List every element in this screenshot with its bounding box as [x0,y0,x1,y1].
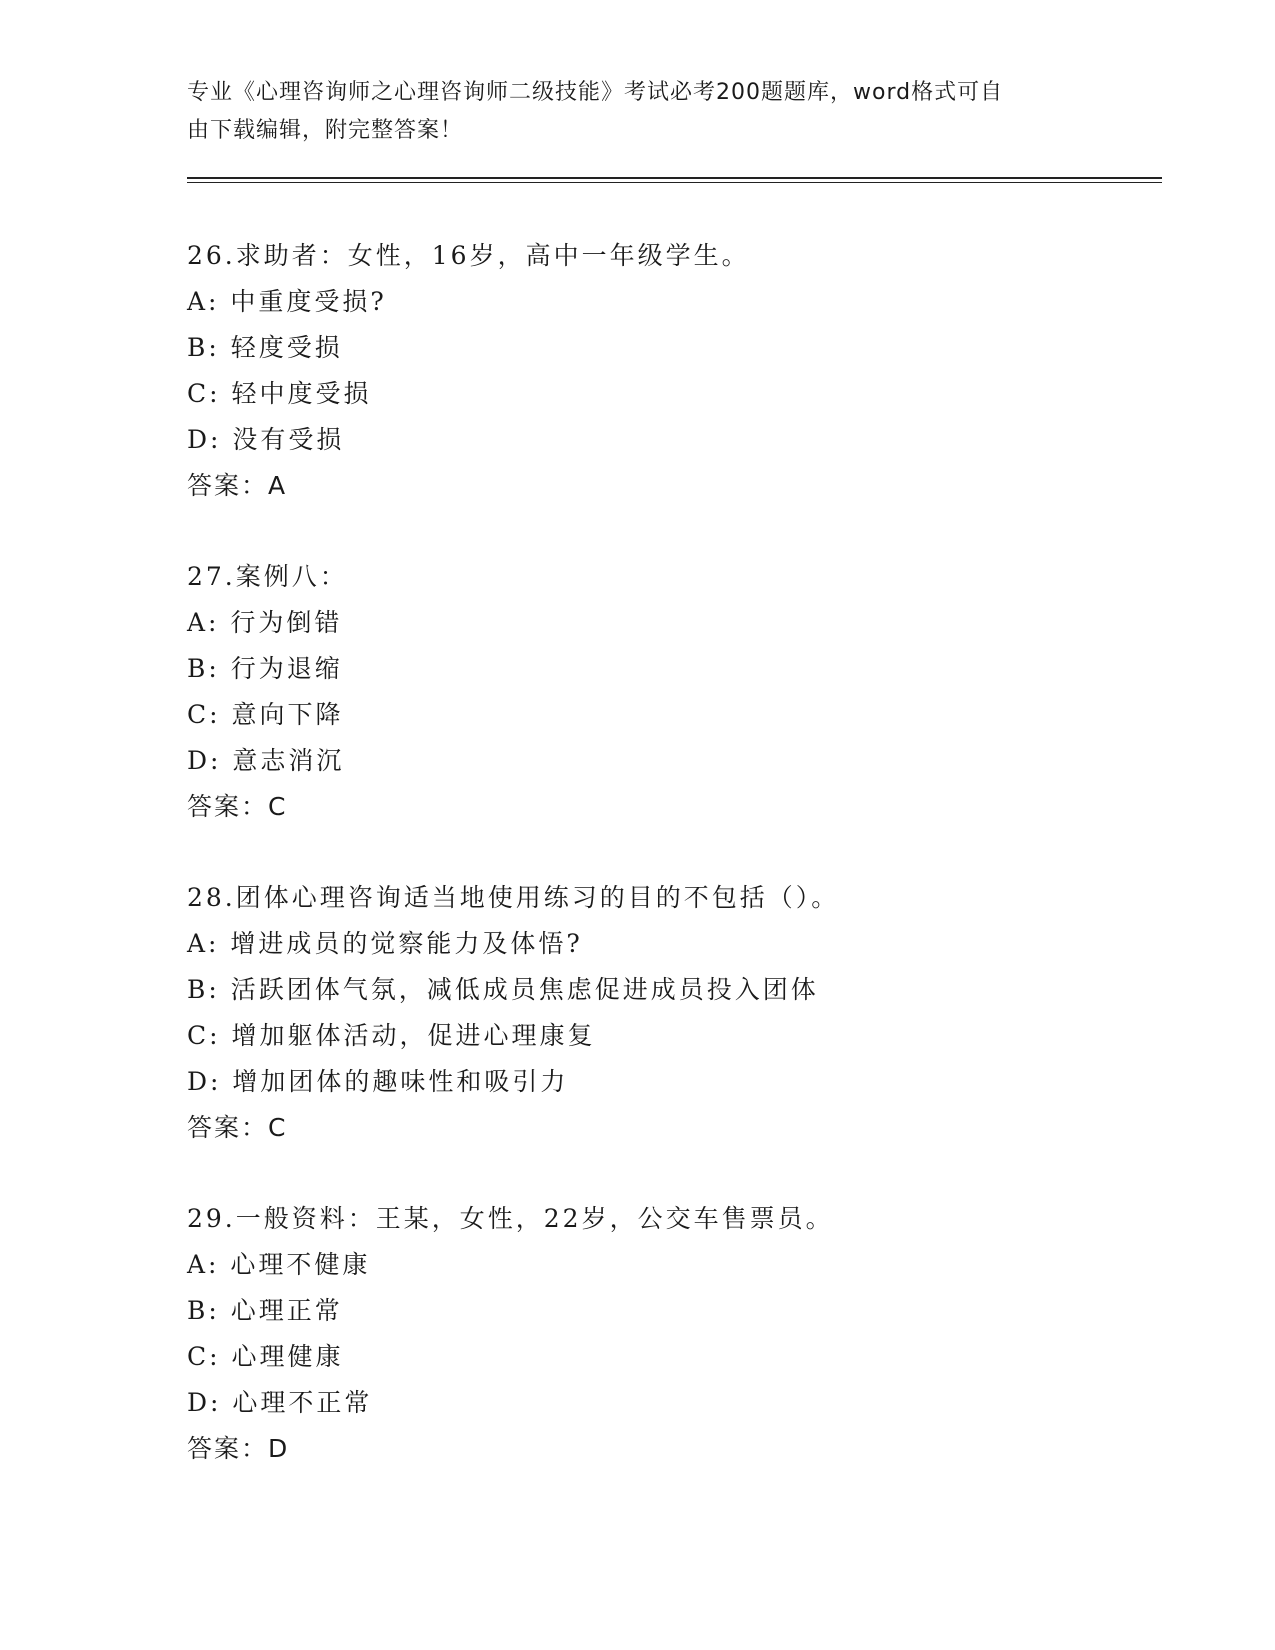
answer: 答案：A [187,471,288,500]
option-c: C: 意向下降 [187,700,344,729]
header-divider-thin [187,182,1162,183]
document-header [187,74,1067,150]
option-a: A: 心理不健康 [187,1250,371,1279]
option-a: A: 增进成员的觉察能力及体悟? [187,929,583,958]
answer: 答案：D [187,1434,290,1463]
header-line-2: 由下载编辑，附完整答案！ [187,118,464,143]
option-b: B: 轻度受损 [187,333,343,362]
question-stem: 29.一般资料：王某，女性，22岁，公交车售票员。 [187,1204,834,1233]
option-c: C: 增加躯体活动，促进心理康复 [187,1021,596,1050]
option-b: B: 行为退缩 [187,654,343,683]
option-d: D: 意志消沉 [187,746,345,775]
option-c: C: 心理健康 [187,1342,344,1371]
question-28 [187,875,1162,1151]
question-26 [187,233,1162,509]
option-a: A: 行为倒错 [187,608,343,637]
option-b: B: 活跃团体气氛，减低成员焦虑促进成员投入团体 [187,975,819,1004]
option-c: C: 轻中度受损 [187,379,372,408]
question-stem: 27.案例八： [187,562,348,591]
header-line-1: 专业《心理咨询师之心理咨询师二级技能》考试必考200题题库，word格式可自 [187,80,1004,105]
answer: 答案：C [187,1113,288,1142]
question-29 [187,1196,1162,1472]
option-d: D: 心理不正常 [187,1388,373,1417]
question-stem: 28.团体心理咨询适当地使用练习的目的不包括（）。 [187,883,840,912]
option-a: A: 中重度受损? [187,287,387,316]
question-27 [187,554,1162,830]
option-d: D: 没有受损 [187,425,345,454]
option-d: D: 增加团体的趣味性和吸引力 [187,1067,569,1096]
answer: 答案：C [187,792,288,821]
question-list [187,233,1162,1517]
question-stem: 26.求助者：女性，16岁，高中一年级学生。 [187,241,750,270]
header-divider-thick [187,177,1162,179]
option-b: B: 心理正常 [187,1296,343,1325]
